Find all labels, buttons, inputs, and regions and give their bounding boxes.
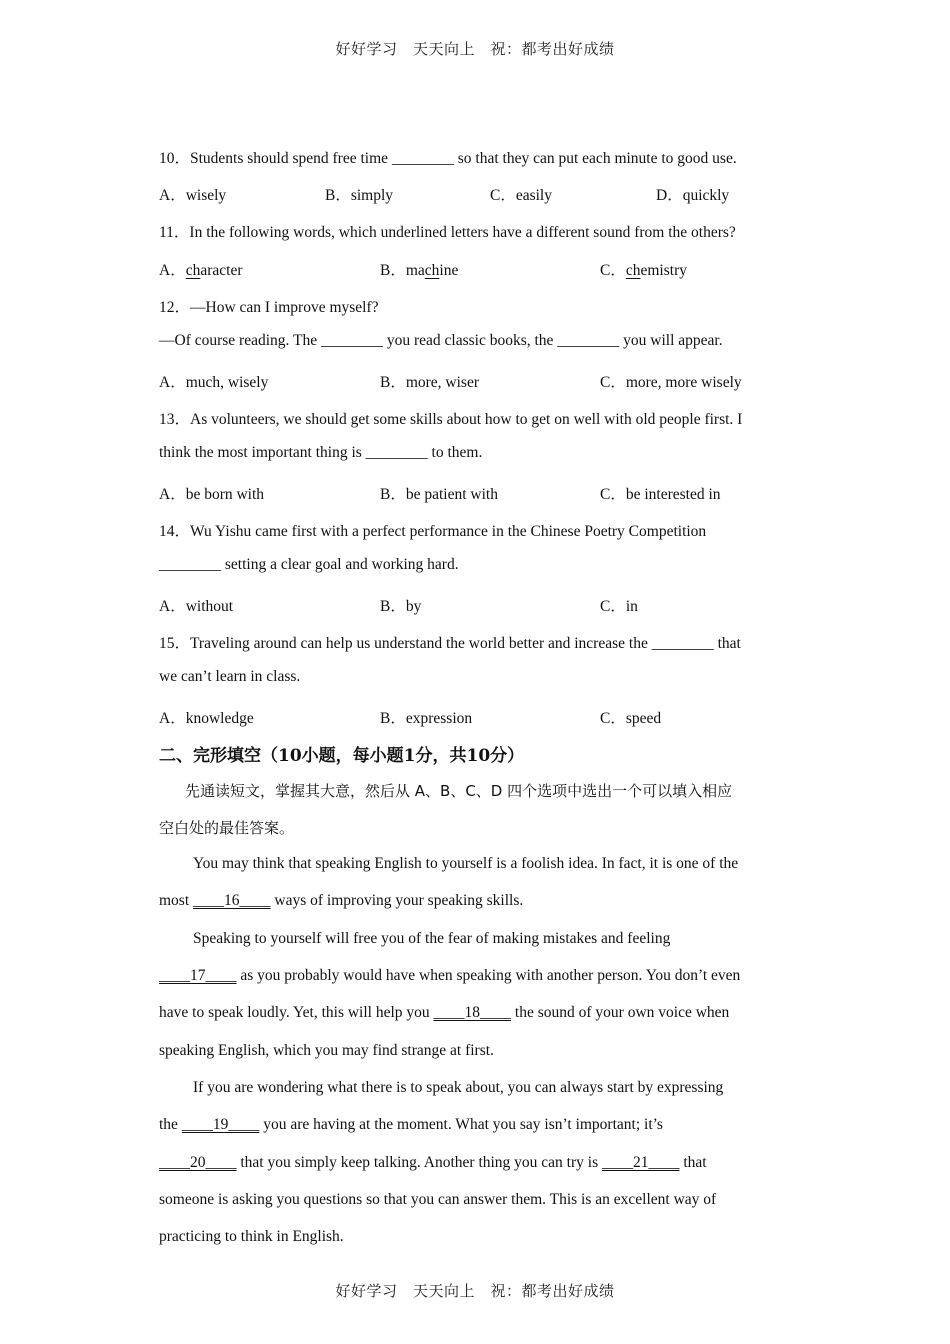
passage-p2-line-4: speaking English, which you may find strange at first. xyxy=(159,1042,494,1059)
text: have to speak loudly. Yet, this will help you xyxy=(159,1004,434,1021)
option-b[interactable]: B．simply xyxy=(325,187,394,204)
passage-p1-line-1: You may think that speaking English to yourself is a foolish idea. In fact, it is one of the xyxy=(193,855,739,872)
option-b-rest: ine xyxy=(439,262,459,279)
question-13-stem-1: 13．As volunteers, we should get some skills about how to get on well with old people first. I xyxy=(159,411,743,428)
passage-p3-line-3 xyxy=(159,1154,707,1172)
passage-p3-line-5: practicing to think in English. xyxy=(159,1228,344,1245)
option-c[interactable]: C．be interested in xyxy=(600,486,721,503)
blank-21[interactable]: ____21____ xyxy=(602,1154,680,1171)
question-13-stem-2: think the most important thing is ________ to them. xyxy=(159,444,483,461)
option-b[interactable]: B．more, wiser xyxy=(380,374,480,391)
passage-p1-line-2 xyxy=(159,892,523,910)
section-2-title: 二、完形填空（10小题，每小题1分，共10分） xyxy=(159,746,525,766)
question-10-stem: 10．Students should spend free time ________ so that they can put each minute to good use. xyxy=(159,150,737,167)
blank-17[interactable]: ____17____ xyxy=(159,967,237,984)
blank-19[interactable]: ____19____ xyxy=(181,1116,260,1133)
option-c-rest: emistry xyxy=(640,262,687,279)
blank-20[interactable]: ____20____ xyxy=(159,1154,237,1171)
option-c[interactable]: C．easily xyxy=(490,187,552,204)
question-14-stem-1: 14．Wu Yishu came first with a perfect performance in the Chinese Poetry Competition xyxy=(159,523,707,540)
option-a-prefix: A． xyxy=(159,262,186,279)
option-c[interactable]: C．more, more wisely xyxy=(600,374,742,391)
text: as you probably would have when speaking with another person. You don’t even xyxy=(236,967,741,984)
option-c[interactable]: C．in xyxy=(600,598,638,615)
option-a[interactable]: A．knowledge xyxy=(159,710,254,727)
section-2-instruction-1: 先通读短文，掌握其大意，然后从 A、B、C、D 四个选项中选出一个可以填入相应 xyxy=(185,782,733,800)
text: you are having at the moment. What you say isn’t important; it’s xyxy=(259,1116,663,1133)
passage-p2-line-1: Speaking to yourself will free you of the fear of making mistakes and feeling xyxy=(193,930,671,947)
passage-p3-line-1: If you are wondering what there is to speak about, you can always start by expressing xyxy=(193,1079,724,1096)
option-b[interactable]: B．by xyxy=(380,598,422,615)
option-b-underlined: ch xyxy=(424,262,440,279)
text: ways of improving your speaking skills. xyxy=(270,892,524,909)
text: the sound of your own voice when xyxy=(511,1004,730,1021)
text: that you simply keep talking. Another thing you can try is xyxy=(236,1154,602,1171)
text: the xyxy=(159,1116,182,1133)
option-b[interactable]: B．be patient with xyxy=(380,486,498,503)
passage-p2-line-2 xyxy=(159,967,740,985)
option-a-underlined: ch xyxy=(185,262,201,279)
question-12-stem-2: —Of course reading. The ________ you read classic books, the ________ you will appear. xyxy=(159,332,723,349)
blank-16[interactable]: ____16____ xyxy=(193,892,271,909)
option-c[interactable] xyxy=(600,258,687,280)
option-b-prefix: B．ma xyxy=(380,262,425,279)
option-b[interactable] xyxy=(380,258,458,280)
option-a[interactable]: A．wisely xyxy=(159,187,227,204)
question-15-stem-2: we can’t learn in class. xyxy=(159,668,301,685)
option-c-underlined: ch xyxy=(625,262,641,279)
option-a[interactable]: A．without xyxy=(159,598,234,615)
blank-18[interactable]: ____18____ xyxy=(433,1004,512,1021)
option-c-prefix: C． xyxy=(600,262,626,279)
section-2-instruction-2: 空白处的最佳答案。 xyxy=(159,819,295,837)
text: most xyxy=(159,892,194,909)
passage-p3-line-2 xyxy=(159,1116,663,1134)
question-14-stem-2: ________ setting a clear goal and working hard. xyxy=(159,556,459,573)
question-12-stem-1: 12．—How can I improve myself? xyxy=(159,299,379,316)
question-11-stem: 11．In the following words, which underlined letters have a different sound from the others? xyxy=(159,224,736,241)
text: that xyxy=(679,1154,707,1171)
option-d[interactable]: D．quickly xyxy=(656,187,730,204)
passage-p2-line-3 xyxy=(159,1004,729,1022)
question-15-stem-1: 15．Traveling around can help us understand the world better and increase the ________ that xyxy=(159,635,741,652)
page-footer: 好好学习 天天向上 祝：都考出好成绩 xyxy=(335,1282,615,1300)
option-a[interactable] xyxy=(159,258,243,280)
option-a-rest: aracter xyxy=(200,262,243,279)
passage-p3-line-4: someone is asking you questions so that you can answer them. This is an excellent way of xyxy=(159,1191,717,1208)
option-b[interactable]: B．expression xyxy=(380,710,473,727)
option-a[interactable]: A．be born with xyxy=(159,486,265,503)
option-c[interactable]: C．speed xyxy=(600,710,662,727)
page-header: 好好学习 天天向上 祝：都考出好成绩 xyxy=(335,40,615,58)
option-a[interactable]: A．much, wisely xyxy=(159,374,269,391)
